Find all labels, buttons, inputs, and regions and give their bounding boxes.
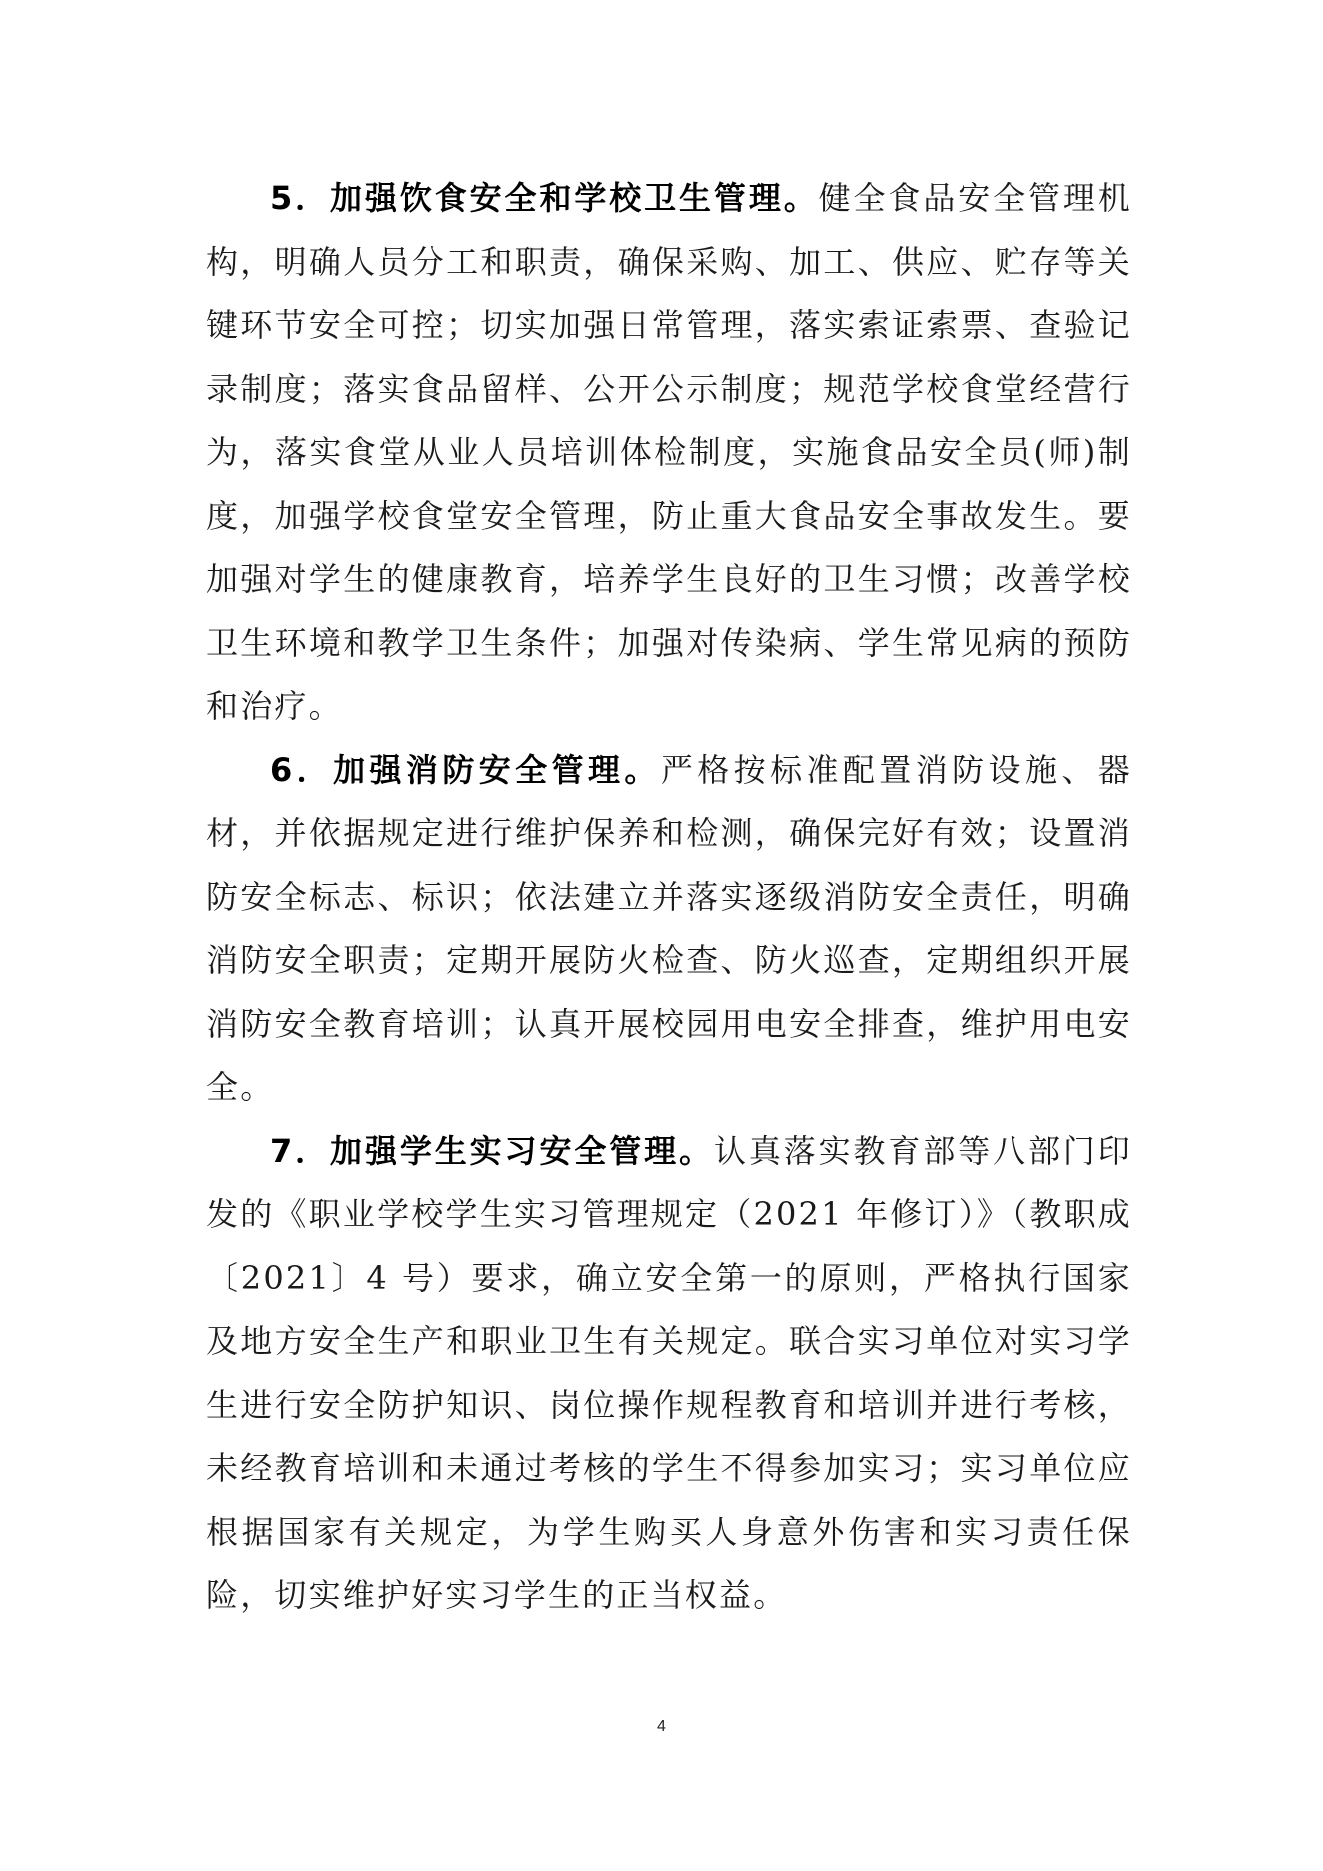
paragraph-food-safety <box>206 167 1132 739</box>
paragraph-text: 认真落实教育部等八部门印发的《职业学校学生实习管理规定（2021 年修订）》（教职成〔2021〕4 号）要求，确立安全第一的原则，严格执行国家及地方安全生产和职业卫生有关规定。联合实习单位对实习学生进行安全防护知识、岗位操作规程教育和培训并进行考核，未经教育培训和未通过考核的学生不得参加实习；实习单位应根据国家有关规定，为学生购买人身意外伤害和实习责任保险，切实维护好实习学生的正当权益。 <box>206 1131 1133 1614</box>
paragraph-heading: 5．加强饮食安全和学校卫生管理。 <box>270 179 819 217</box>
paragraph-heading: 6．加强消防安全管理。 <box>270 750 661 789</box>
paragraph-text: 健全食品安全管理机构，明确人员分工和职责，确保采购、加工、供应、贮存等关键环节安全可控；切实加强日常管理，落实索证索票、查验记录制度；落实食品留样、公开公示制度；规范学校食堂经营行为，落实食堂从业人员培训体检制度，实施食品安全员(师)制度，加强学校食堂安全管理，防止重大食品安全事故发生。要加强对学生的健康教育，培养学生良好的卫生习惯；改善学校卫生环境和教学卫生条件；加强对传染病、学生常见病的预防和治疗。 <box>206 179 1132 725</box>
paragraph-text: 严格按标准配置消防设施、器材，并依据规定进行维护保养和检测，确保完好有效；设置消防安全标志、标识；依法建立并落实逐级消防安全责任，明确消防安全职责；定期开展防火检查、防火巡查，定期组织开展消防安全教育培训；认真开展校园用电安全排查，维护用电安全。 <box>206 750 1132 1106</box>
page-number: 4 <box>657 1718 666 1735</box>
paragraph-internship-safety <box>206 1120 1132 1628</box>
document-body <box>206 167 1132 1628</box>
paragraph-heading: 7．加强学生实习安全管理。 <box>270 1131 714 1170</box>
paragraph-fire-safety <box>206 739 1132 1120</box>
